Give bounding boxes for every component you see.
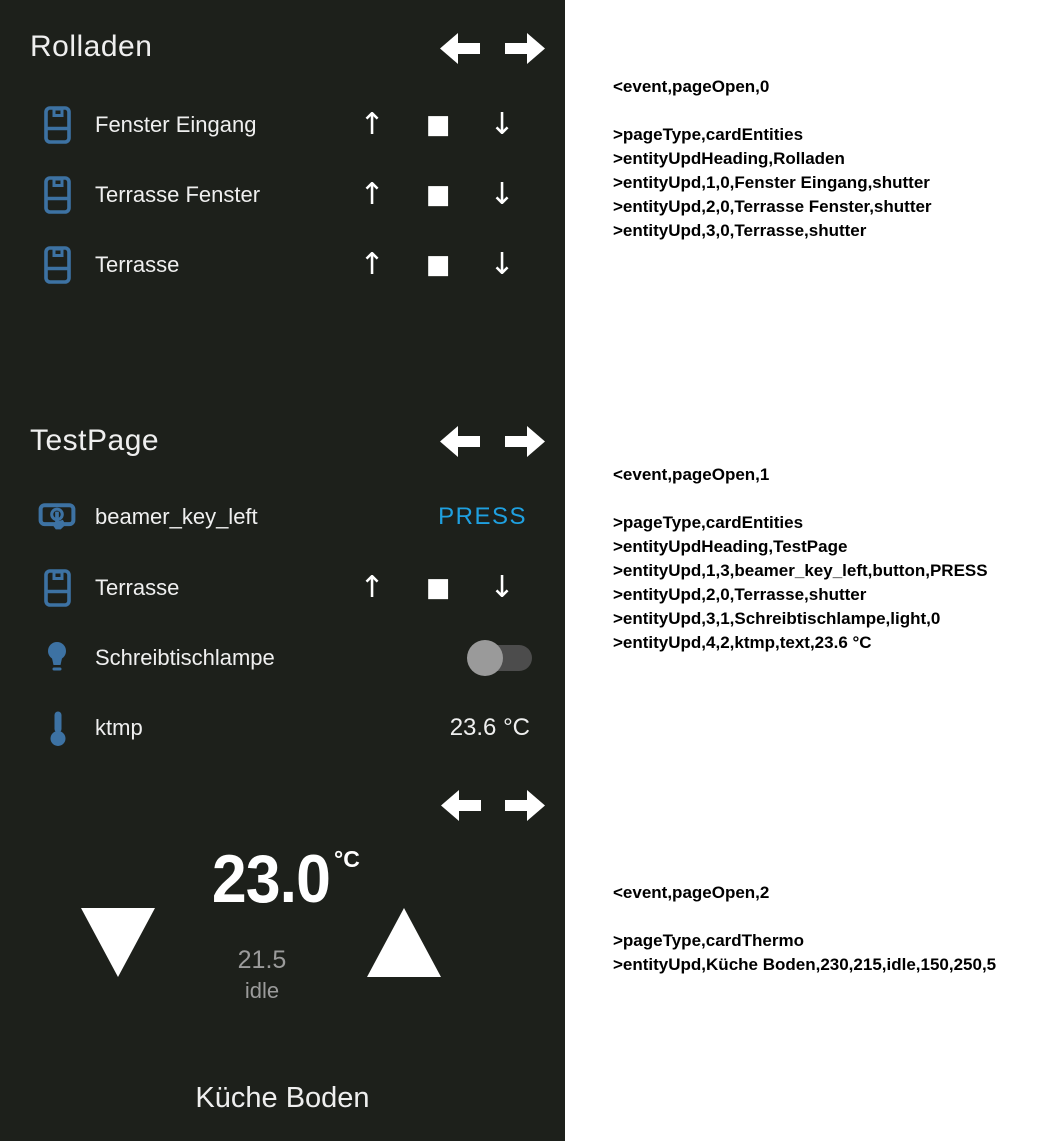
shutter-down-button[interactable]: ↓ xyxy=(489,177,515,212)
protocol-line: <event,pageOpen,1 xyxy=(613,465,770,484)
protocol-line: >entityUpd,4,2,ktmp,text,23.6 °C xyxy=(613,633,872,652)
temperature-unit: °C xyxy=(334,846,360,872)
protocol-block-page2 xyxy=(613,881,1038,977)
thermostat-name: Küche Boden xyxy=(195,1082,370,1114)
protocol-block-page1 xyxy=(613,463,1038,655)
sensor-value: 23.6 °C xyxy=(449,714,530,741)
entity-row xyxy=(0,693,565,763)
protocol-line: >entityUpd,1,3,beamer_key_left,button,PRESS xyxy=(613,561,988,580)
protocol-line xyxy=(613,487,1038,511)
light-toggle[interactable] xyxy=(470,644,532,672)
press-button[interactable]: PRESS xyxy=(438,503,527,530)
arrow-left-bold-icon[interactable] xyxy=(441,790,481,821)
page-title: TestPage xyxy=(30,424,160,457)
protocol-line: >entityUpdHeading,TestPage xyxy=(613,537,848,556)
shutter-stop-button[interactable]: ■ xyxy=(425,250,451,280)
protocol-line xyxy=(613,99,1038,123)
shutter-stop-button[interactable]: ■ xyxy=(425,110,451,140)
current-temperature: 23.0 xyxy=(211,841,330,917)
entity-row xyxy=(0,230,565,300)
arrow-left-bold-icon[interactable] xyxy=(440,33,480,64)
entity-row xyxy=(0,482,565,552)
protocol-line: >entityUpd,Küche Boden,230,215,idle,150,250,5 xyxy=(613,955,997,974)
protocol-line: >entityUpdHeading,Rolladen xyxy=(613,149,845,168)
shutter-up-button[interactable]: ↑ xyxy=(359,107,385,142)
protocol-line: >entityUpd,2,0,Terrasse,shutter xyxy=(613,585,867,604)
setpoint-temperature: 21.5 xyxy=(237,946,287,974)
temp-up-button[interactable] xyxy=(367,908,441,982)
entity-label: beamer_key_left xyxy=(95,504,258,529)
protocol-line: <event,pageOpen,0 xyxy=(613,77,770,96)
window-shutter-icon xyxy=(44,176,71,219)
entity-row xyxy=(0,160,565,230)
shutter-up-button[interactable]: ↑ xyxy=(359,177,385,212)
protocol-block-page0 xyxy=(613,75,1038,243)
hvac-state: idle xyxy=(244,978,280,1003)
shutter-up-button[interactable]: ↑ xyxy=(359,570,385,605)
gesture-tap-button-icon xyxy=(38,500,76,539)
entity-row xyxy=(0,623,565,693)
window-shutter-icon xyxy=(44,569,71,612)
arrow-right-bold-icon[interactable] xyxy=(505,426,545,457)
toggle-knob xyxy=(467,640,503,676)
shutter-down-button[interactable]: ↓ xyxy=(489,107,515,142)
protocol-line: >pageType,cardThermo xyxy=(613,931,804,950)
protocol-line xyxy=(613,905,1038,929)
arrow-left-bold-icon[interactable] xyxy=(440,426,480,457)
arrow-right-bold-icon[interactable] xyxy=(505,33,545,64)
window-shutter-icon xyxy=(44,106,71,149)
entity-label: Terrasse xyxy=(95,252,180,277)
protocol-line: >entityUpd,2,0,Terrasse Fenster,shutter xyxy=(613,197,932,216)
lightbulb-icon xyxy=(45,641,69,679)
entity-row xyxy=(0,553,565,623)
entity-label: ktmp xyxy=(95,715,143,740)
thermometer-icon xyxy=(48,710,68,752)
protocol-line: <event,pageOpen,2 xyxy=(613,883,770,902)
protocol-line: >entityUpd,3,0,Terrasse,shutter xyxy=(613,221,867,240)
page-title: Rolladen xyxy=(30,30,153,63)
shutter-up-button[interactable]: ↑ xyxy=(359,247,385,282)
window-shutter-icon xyxy=(44,246,71,289)
entity-label: Terrasse Fenster xyxy=(95,182,261,207)
shutter-stop-button[interactable]: ■ xyxy=(425,573,451,603)
protocol-line: >pageType,cardEntities xyxy=(613,125,804,144)
entity-label: Terrasse xyxy=(95,575,180,600)
protocol-line: >entityUpd,1,0,Fenster Eingang,shutter xyxy=(613,173,930,192)
entity-row xyxy=(0,90,565,160)
arrow-right-bold-icon[interactable] xyxy=(505,790,545,821)
protocol-line: >entityUpd,3,1,Schreibtischlampe,light,0 xyxy=(613,609,941,628)
shutter-down-button[interactable]: ↓ xyxy=(489,570,515,605)
shutter-stop-button[interactable]: ■ xyxy=(425,180,451,210)
entity-label: Fenster Eingang xyxy=(95,112,257,137)
entity-label: Schreibtischlampe xyxy=(95,645,275,670)
protocol-line: >pageType,cardEntities xyxy=(613,513,804,532)
shutter-down-button[interactable]: ↓ xyxy=(489,247,515,282)
temp-down-button[interactable] xyxy=(81,908,155,982)
